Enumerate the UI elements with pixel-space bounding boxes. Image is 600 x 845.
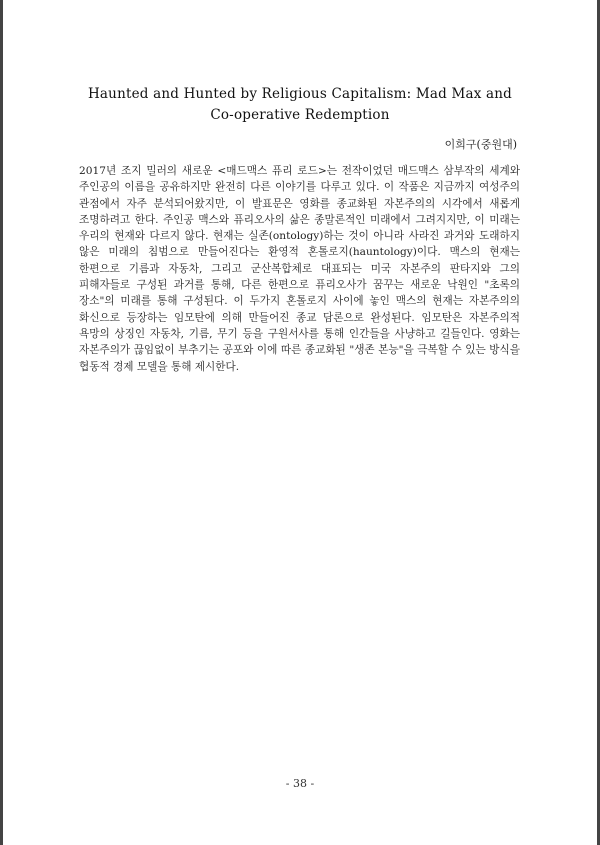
paper-title bbox=[60, 84, 540, 126]
author-affiliation: 이희구(중원대) bbox=[444, 138, 517, 151]
paper-title-line-2: Co-operative Redemption bbox=[210, 107, 390, 123]
abstract-body bbox=[79, 163, 520, 375]
abstract-paragraph: 2017년 조지 밀러의 새로운 <매드맥스 퓨리 로드>는 전작이었던 매드맥스 삼부작의 세계와 주인공의 이름을 공유하지만 완전히 다른 이야기를 다루고 있다. 이 작품은 지금까지 여성주의 관점에서 자주 분석되어왔지만, 이 발표문은 영화를 종교화된 자본주의의 시각에서 새롭게 조명하려고 한다. 주인공 맥스와 퓨리오사의 삶은 종말론적인 미래에서 그려지지만, 이 미래는 우리의 현재와 다르지 않다. 현재는 실존(ontology)하는 것이 아니라 사라진 과거와 도래하지 않은 미래의 침범으로 만들어진다는 환영적 혼톨로지(hauntology)이다. 맥스의 현재는 한편으로 기름과 자동차, 그리고 군산복합체로 대표되는 미국 자본주의 판타지와 그의 피해자들로 구성된 과거를 통해, 다른 한편으로 퓨리오사가 꿈꾸는 새로운 낙원인 "초록의 장소"의 미래를 통해 구성된다. 이 두가지 혼톨로지 사이에 놓인 맥스의 현재는 자본주의의 화신으로 등장하는 임모탄에 의해 만들어진 종교 담론으로 완성된다. 임모탄은 자본주의적 욕망의 상징인 자동차, 기름, 무기 등을 구원서사를 통해 인간들을 사냥하고 길들인다. 영화는 자본주의가 끊임없이 부추기는 공포와 이에 따른 종교화된 "생존 본능"을 극복할 수 있는 방식을 협동적 경제 모델을 통해 제시한다. bbox=[79, 165, 520, 373]
page-border-left bbox=[0, 0, 3, 845]
page-number: - 38 - bbox=[285, 777, 315, 790]
paper-title-line-1: Haunted and Hunted by Religious Capitalism: Mad Max and bbox=[87, 86, 513, 102]
